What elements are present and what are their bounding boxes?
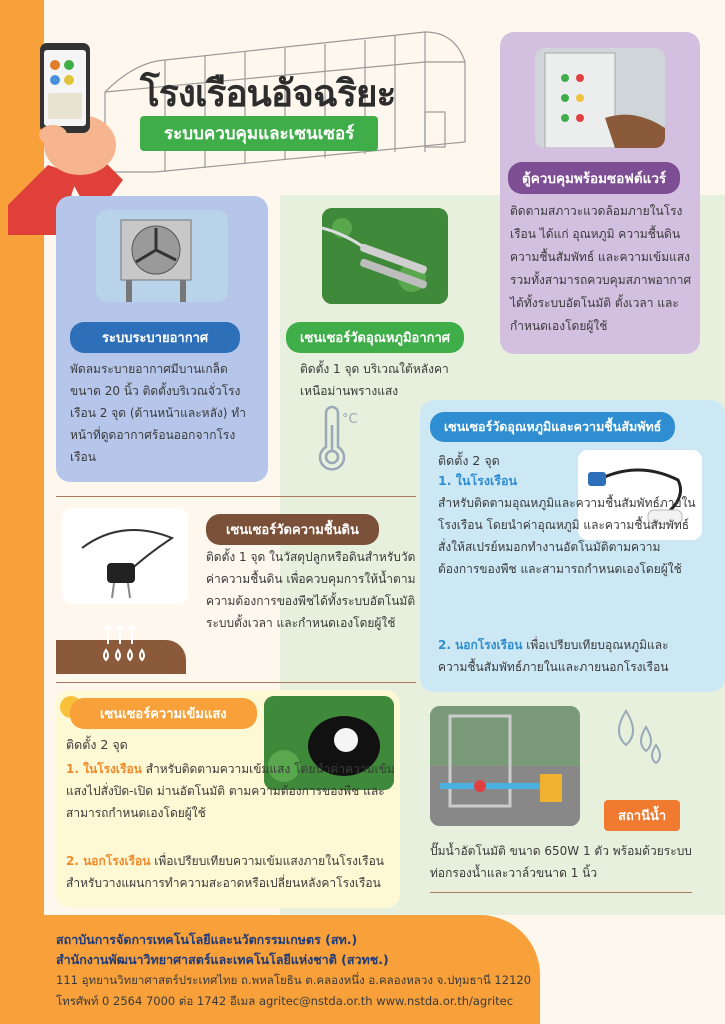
temp-humidity-item1-text: สำหรับติดตามอุณหภูมิและความชื้นสัมพัทธ์ภายในโรงเรือน โดยนำค่าอุณหภูมิ และความชื้นสัมพัทธ์สั่งให้สเปรย์หมอกทำงานอัตโนมัติตามความต้องการของพืช และสามารถกำหนดเองโดยผู้ใช้ (438, 496, 696, 576)
footer-contact: โทรศัพท์ 0 2564 7000 ต่อ 1742 อีเมล agritec@nstda.or.th www.nstda.or.th/agritec (56, 994, 514, 1008)
soil-sensor-label: เซนเซอร์วัดความชื้นดิน (206, 514, 379, 545)
temp-humidity-item2-lead: 2. นอกโรงเรือน (438, 638, 523, 652)
light-sensor-item1-lead: 1. ในโรงเรือน (66, 762, 142, 776)
soil-sensor-text: ติดตั้ง 1 จุด ในวัสดุปลูกหรือดินสำหรับวัดค่าความชื้นดิน เพื่อควบคุมการให้น้ำตามความต้องการของพืชได้ทั้งระบบอัตโนมัติ ระบบตั้งเวลา และกำหนดเองโดยผู้ใช้ (206, 550, 416, 630)
control-cabinet-text: ติดตามสภาวะแวดล้อมภายในโรงเรือน ได้แก่ อุณหภูมิ ความชื้นดิน ความชื้นสัมพัทธ์ และความเข้มแสง รวมทั้งสามารถควบคุมสภาพอากาศได้ทั้งระบบอัตโนมัติ ตั้งเวลา และกำหนดเองโดยผู้ใช้ (510, 204, 692, 333)
temp-humidity-item1-lead: 1. ในโรงเรือน (438, 473, 518, 488)
page-title: โรงเรือนอัจฉริยะ (140, 72, 396, 115)
section-divider-soil (56, 682, 416, 683)
soil-moisture-icon (100, 622, 150, 666)
temp-humidity-label: เซนเซอร์วัดอุณหภูมิและความชื้นสัมพัทธ์ (430, 412, 675, 442)
temp-humidity-item2-text: เพื่อเปรียบเทียบอุณหภูมิและความชื้นสัมพัทธ์ภายในและภายนอกโรงเรือน (438, 638, 669, 674)
ventilation-label: ระบบระบายอากาศ (70, 322, 240, 353)
light-sensor-item1-text: สำหรับติดตามความเข้มแสง โดยนำค่าความเข้มแสงไปสั่งปิด-เปิด ม่านอัตโนมัติ ตามความต้องการของพืช และสามารถกำหนดเองโดยผู้ใช้ (66, 762, 395, 820)
control-cabinet-label: ตู้ควบคุมพร้อมซอฟต์แวร์ (508, 162, 680, 194)
air-temp-sensor-text: ติดตั้ง 1 จุด บริเวณใต้หลังคาเหนือม่านพรางแสง (300, 362, 449, 398)
section-divider (56, 496, 416, 497)
air-temp-sensor-label: เซนเซอร์วัดอุณหภูมิอากาศ (286, 322, 464, 353)
water-station-text: ปั๊มน้ำอัตโนมัติ ขนาด 650W 1 ตัว พร้อมด้วยระบบท่อกรองน้ำและวาล์วขนาด 1 นิ้ว (430, 844, 692, 880)
light-sensor-item1 (66, 758, 396, 824)
light-sensor-item2-text: เพื่อเปรียบเทียบความเข้มแสงภายในโรงเรือนสำหรับวางแผนการทำความสะอาดหรือเปลี่ยนหลังคาโรงเรือน (66, 854, 384, 890)
footer-org2: สำนักงานพัฒนาวิทยาศาสตร์และเทคโนโลยีแห่งชาติ (สวทช.) (56, 952, 389, 967)
temp-humidity-item1 (438, 470, 574, 492)
light-sensor-item2-lead: 2. นอกโรงเรือน (66, 854, 151, 868)
page-subtitle: ระบบควบคุมและเซนเซอร์ (140, 116, 378, 151)
light-sensor-label: เซนเซอร์ความเข้มแสง (70, 698, 257, 729)
water-drop-icon (606, 705, 670, 769)
thermometer-icon (312, 405, 362, 475)
footer-org1: สถาบันการจัดการเทคโนโลยีและนวัตกรรมเกษตร (สท.) (56, 932, 358, 947)
ventilation-text: พัดลมระบายอากาศมีบานเกล็ด ขนาด 20 นิ้ว ติดตั้งบริเวณจั่วโรงเรือน 2 จุด (ด้านหน้าและหลัง) ทำหน้าที่ดูดอากาศร้อนออกจากโรงเรือน (70, 362, 246, 464)
temp-humidity-item2 (438, 634, 708, 678)
water-station-label: สถานีน้ำ (604, 800, 680, 831)
svg-text:°C: °C (342, 412, 358, 427)
temp-humidity-intro: ติดตั้ง 2 จุด (438, 453, 500, 468)
section-divider-water (430, 892, 692, 893)
soil-sensor-photo (62, 508, 188, 604)
air-temp-sensor-photo (322, 208, 448, 304)
footer-address: 111 อุทยานวิทยาศาสตร์ประเทศไทย ถ.พหลโยธิน ต.คลองหนึ่ง อ.คลองหลวง จ.ปทุมธานี 12120 (56, 973, 532, 987)
water-station-photo (430, 706, 580, 826)
light-sensor-intro: ติดตั้ง 2 จุด (66, 737, 128, 752)
ventilation-fan-photo (96, 210, 228, 302)
control-cabinet-photo (535, 48, 665, 148)
light-sensor-item2 (66, 850, 396, 894)
